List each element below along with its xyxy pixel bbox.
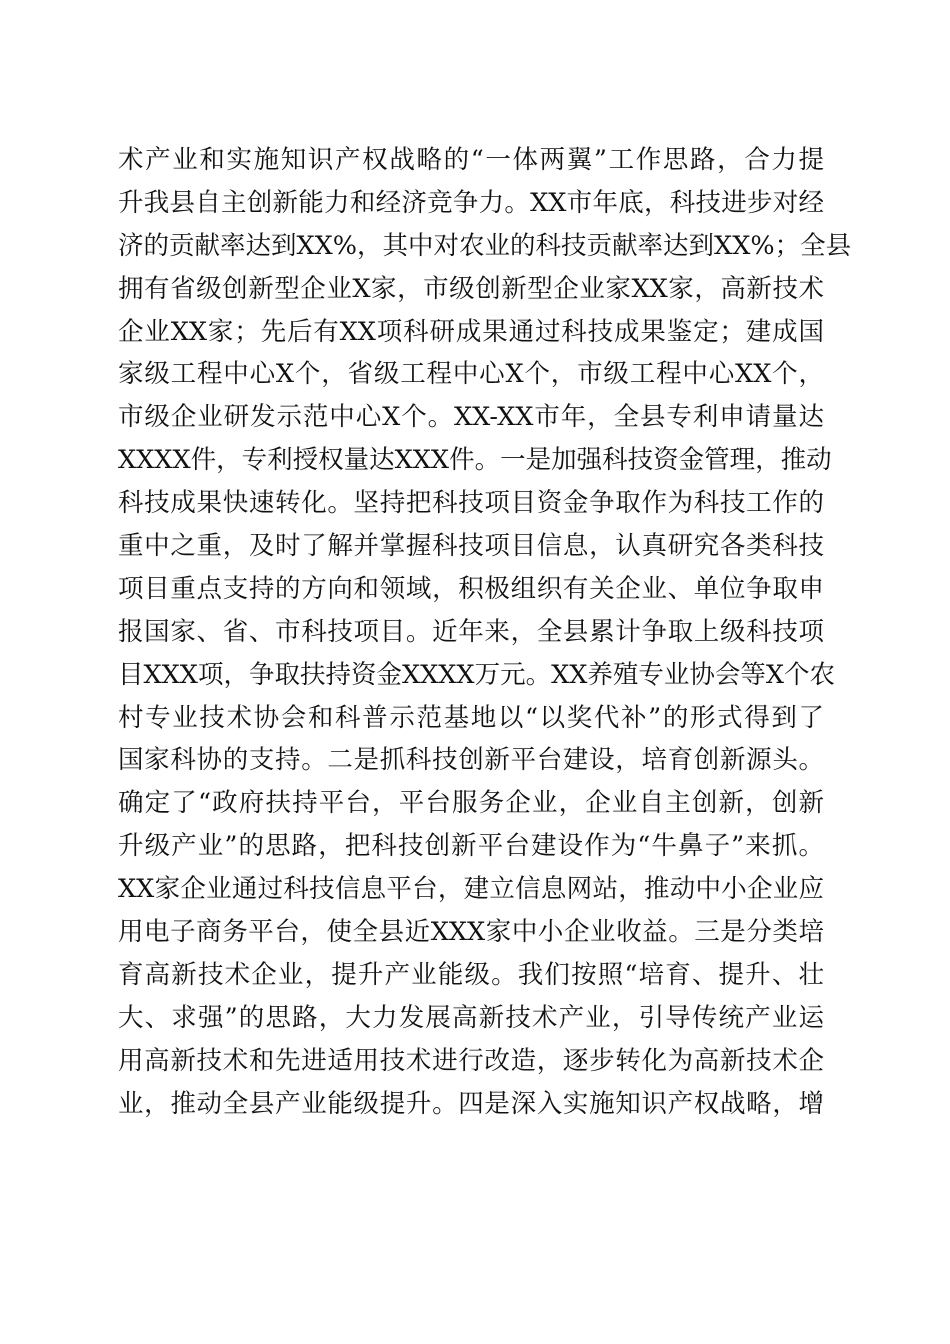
text-line: 济的贡献率达到XX%，其中对农业的科技贡献率达到XX%；全县 [118,230,852,261]
text-line: XX家企业通过科技信息平台，建立信息网站，推动中小企业应 [118,874,824,905]
text-line: 企业XX家；先后有XX项科研成果通过科技成果鉴定；建成国 [118,316,824,347]
text-line: 项目重点支持的方向和领域，积极组织有关企业、单位争取申 [118,573,824,604]
text-line: 目XXX项，争取扶持资金XXXX万元。XX养殖专业协会等X个农 [118,659,836,690]
text-line: 业，推动全县产业能级提升。四是深入实施知识产权战略，增 [118,1088,824,1119]
text-line: 大、求强”的思路，大力发展高新技术产业，引导传统产业运 [118,1002,824,1033]
text-line: 科技成果快速转化。坚持把科技项目资金争取作为科技工作的 [118,488,824,519]
text-line: 家级工程中心X个，省级工程中心X个，市级工程中心XX个， [118,359,824,390]
text-line: 重中之重，及时了解并掌握科技项目信息，认真研究各类科技 [118,531,824,562]
text-line: 术产业和实施知识产权战略的“一体两翼”工作思路，合力提 [118,145,824,175]
text-line: 升级产业”的思路，把科技创新平台建设作为“牛鼻子”来抓。 [118,831,824,862]
text-line: 村专业技术协会和科普示范基地以“以奖代补”的形式得到了 [118,702,824,733]
text-line: 报国家、省、市科技项目。近年来，全县累计争取上级科技项 [118,616,824,647]
text-line: XXXX件，专利授权量达XXX件。一是加强科技资金管理，推动 [118,445,832,476]
text-line: 确定了“政府扶持平台，平台服务企业，企业自主创新，创新 [118,788,824,819]
text-line: 育高新技术企业，提升产业能级。我们按照“培育、提升、壮 [118,959,824,990]
document-body [118,139,852,1125]
text-line: 国家科协的支持。二是抓科技创新平台建设，培育创新源头。 [118,745,824,776]
text-line: 用高新技术和先进适用技术进行改造，逐步转化为高新技术企 [118,1045,824,1076]
text-line: 拥有省级创新型企业X家，市级创新型企业家XX家，高新技术 [118,273,824,304]
text-line: 升我县自主创新能力和经济竞争力。XX市年底，科技进步对经 [118,187,824,218]
text-line: 用电子商务平台，使全县近XXX家中小企业收益。三是分类培 [118,917,824,948]
text-line: 市级企业研发示范中心X个。XX-XX市年，全县专利申请量达 [118,402,824,433]
